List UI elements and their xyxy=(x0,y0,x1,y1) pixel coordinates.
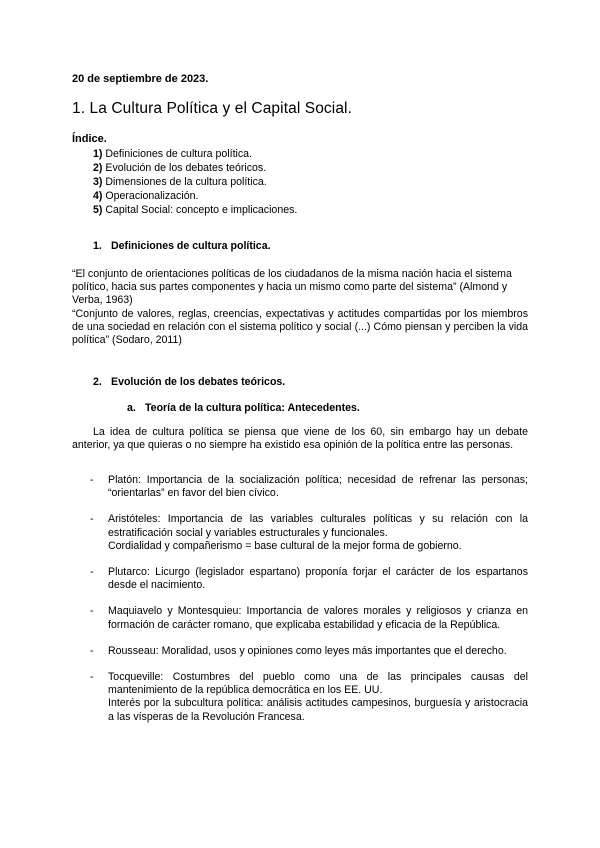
antecedent-text: Tocqueville: Costumbres del pueblo como una de las principales causas del mantenimiento de la república democrática en los EE. UU. xyxy=(108,671,528,697)
section-1-heading xyxy=(93,240,271,252)
bullet-dash: - xyxy=(90,671,94,684)
subsection-a-heading xyxy=(127,402,360,414)
antecedent-text: Maquiavelo y Montesquieu: Importancia de valores morales y religiosos y crianza en formación de carácter romano, que explicaba estabilidad y eficacia de la República. xyxy=(108,605,528,631)
bullet-dash: - xyxy=(90,474,94,486)
quote-sodaro: “Conjunto de valores, reglas, creencias, expectativas y actitudes compartidas por los miembros de una sociedad en relación con el sistema político y social (...) Cómo piensan y perciben la vida política” (Sodaro, 2011) xyxy=(72,308,528,347)
index-item-text: Dimensiones de la cultura política. xyxy=(105,176,267,188)
index-heading: Índice. xyxy=(72,133,107,145)
index-item xyxy=(93,203,297,217)
antecedent-text: Interés por la subcultura política: análisis actitudes campesinos, burguesía y aristocracia a las vísperas de la Revolución Francesa. xyxy=(108,697,528,723)
subsection-a-title: Teoría de la cultura política: Antecedentes. xyxy=(145,402,360,414)
index-item xyxy=(93,175,297,189)
index-item-text: Operacionalización. xyxy=(105,190,199,202)
index-item-text: Definiciones de cultura política. xyxy=(105,148,253,160)
index-item-number: 3) xyxy=(93,176,103,188)
antecedent-item xyxy=(72,671,528,724)
subsection-a-number: a. xyxy=(127,402,136,414)
quote-almond-verba: “El conjunto de orientaciones políticas de los ciudadanos de la misma nación hacia el sistema político, hacia sus partes componentes y hacia un mismo como parte del sistema” (Almond y Verba, 1963) xyxy=(72,268,512,307)
antecedent-text: Aristóteles: Importancia de las variables culturales políticas y su relación con la estratificación social y variables estructurales y funcionales. xyxy=(108,513,528,539)
index-item-text: Capital Social: concepto e implicaciones. xyxy=(105,204,298,216)
section-1-number: 1. xyxy=(93,240,102,252)
intro-paragraph: La idea de cultura política se piensa que viene de los 60, sin embargo hay un debate anterior, ya que quieras o no siempre ha existido esa opinión de la política entre las personas. xyxy=(72,426,528,452)
antecedent-text: Rousseau: Moralidad, usos y opiniones como leyes más importantes que el derecho. xyxy=(108,644,507,657)
antecedent-text: Plutarco: Licurgo (legislador espartano) proponía forjar el carácter de los espartanos desde el nacimiento. xyxy=(108,566,528,592)
antecedent-item xyxy=(72,566,528,592)
section-1-title: Definiciones de cultura política. xyxy=(111,240,271,252)
index-item xyxy=(93,147,297,161)
antecedents-list xyxy=(72,474,528,737)
section-2-title: Evolución de los debates teóricos. xyxy=(111,376,286,388)
section-2-number: 2. xyxy=(93,376,102,388)
antecedent-text: Platón: Importancia de la socialización política; necesidad de refrenar las personas; “orientarlas” en favor del bien cívico. xyxy=(108,474,528,500)
bullet-dash: - xyxy=(90,566,94,579)
antecedent-item xyxy=(72,474,528,500)
document-date: 20 de septiembre de 2023. xyxy=(72,73,209,85)
bullet-dash: - xyxy=(90,605,94,618)
bullet-dash: - xyxy=(90,513,94,526)
document-title: 1. La Cultura Política y el Capital Social. xyxy=(72,100,352,117)
index-item-number: 2) xyxy=(93,162,103,174)
antecedent-item xyxy=(72,513,528,553)
index-item-number: 5) xyxy=(93,204,103,216)
antecedent-text: Cordialidad y compañerismo = base cultural de la mejor forma de gobierno. xyxy=(108,539,462,552)
index-item xyxy=(93,189,297,203)
antecedent-item xyxy=(72,645,528,658)
index-list xyxy=(93,147,297,217)
bullet-dash: - xyxy=(90,644,94,657)
index-item-number: 1) xyxy=(93,148,103,160)
index-item-text: Evolución de los debates teóricos. xyxy=(105,162,267,174)
antecedent-item xyxy=(72,605,528,631)
section-2-heading xyxy=(93,376,285,388)
index-item xyxy=(93,161,297,175)
index-item-number: 4) xyxy=(93,190,103,202)
